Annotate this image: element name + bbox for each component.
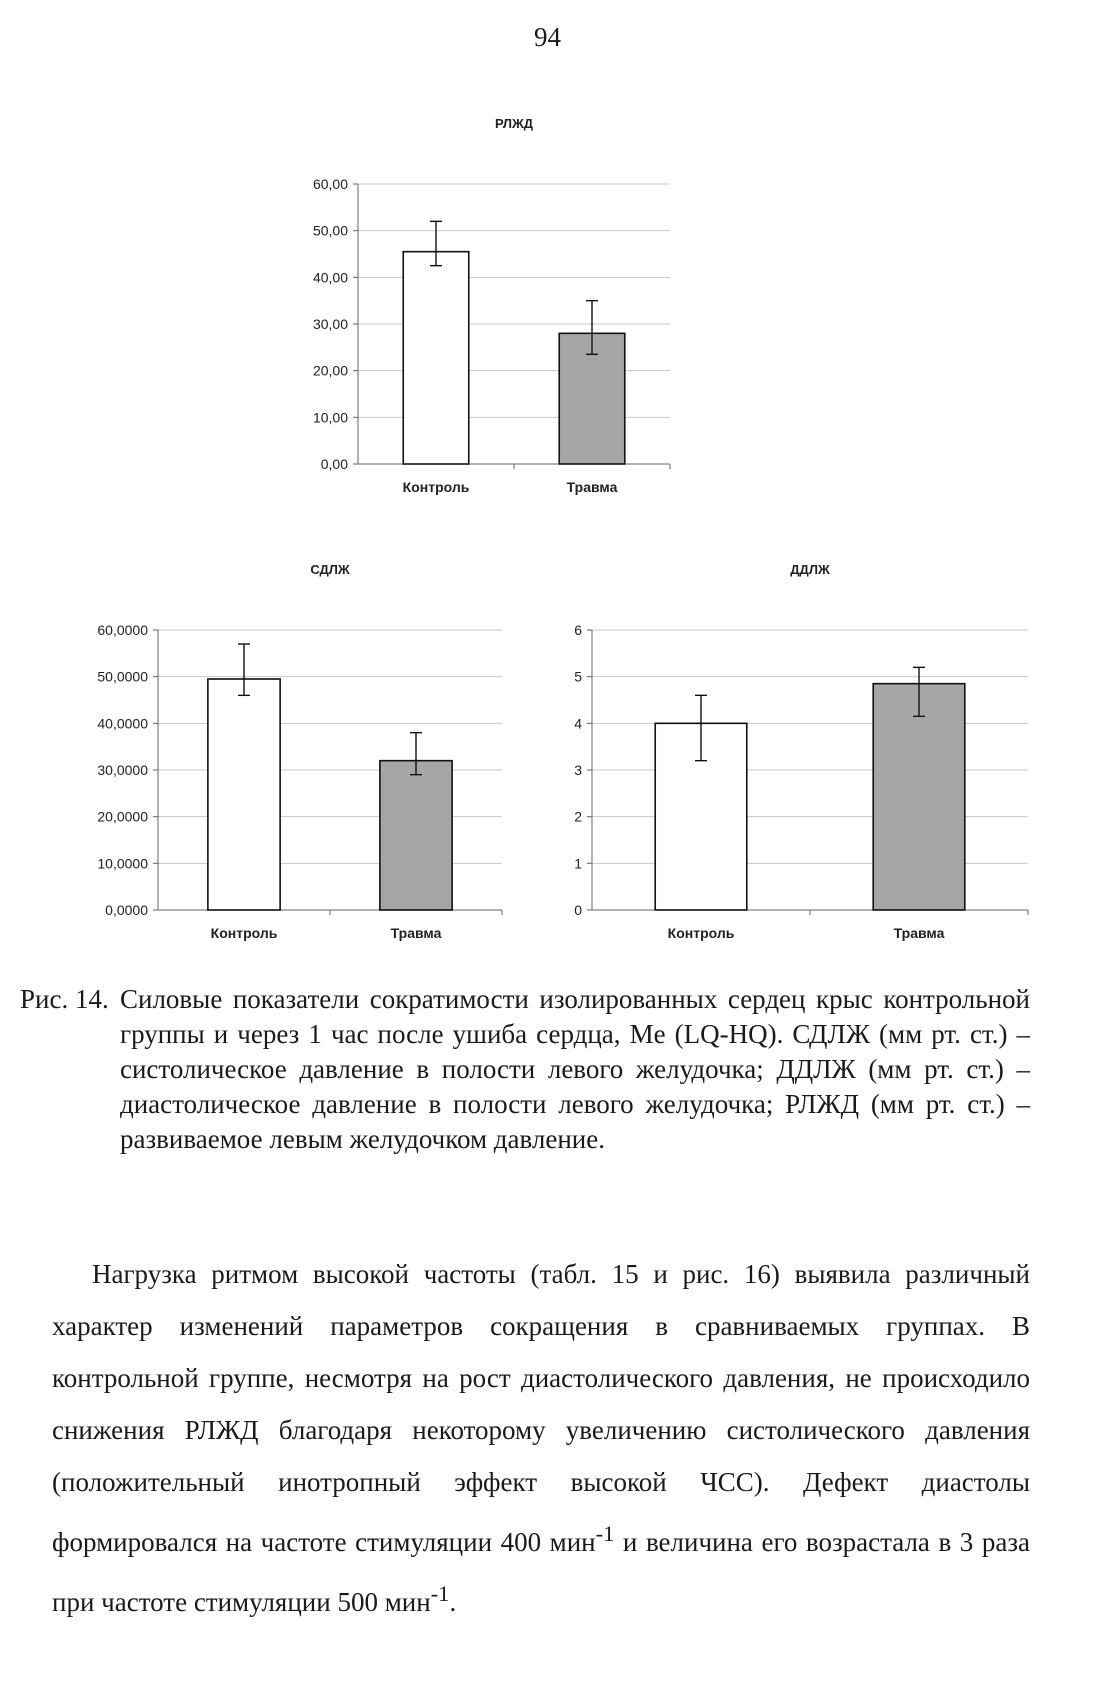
bar (403, 252, 469, 464)
x-category-label: Травма (566, 479, 618, 495)
y-tick-label: 6 (574, 622, 582, 638)
y-tick-label: 60,0000 (97, 622, 148, 638)
bar (873, 684, 965, 910)
y-tick-label: 60,00 (312, 176, 348, 192)
page-number: 94 (534, 22, 561, 52)
y-tick-label: 4 (574, 715, 582, 732)
y-tick-label: 2 (574, 808, 582, 825)
x-category-label: Контроль (402, 479, 470, 495)
y-tick-label: 3 (574, 762, 582, 778)
bar (208, 679, 280, 910)
chart-ddlzh (560, 550, 1040, 940)
figure-caption (20, 982, 1030, 1157)
y-tick-label: 10,00 (312, 409, 348, 426)
y-tick-label: 0 (574, 902, 582, 918)
y-tick-label: 0,0000 (105, 902, 148, 918)
y-tick-label: 50,00 (312, 222, 348, 239)
body-text-part2: и величина его возрастала в 3 раза при частоте стимуляции 500 мин (52, 1527, 1030, 1617)
y-tick-label: 10,0000 (97, 855, 148, 872)
x-category-label: Контроль (210, 925, 278, 941)
y-tick-label: 30,00 (312, 316, 348, 332)
superscript-2: -1 (430, 1581, 450, 1606)
x-category-label: Контроль (667, 925, 735, 941)
caption-text: Силовые показатели сократимости изолированных сердец крыс контрольной группы и через 1 час после ушиба сердца, Me (LQ-HQ). СДЛЖ (мм рт. ст.) – систолическое давление в полости левого желудочка; ДДЛЖ (мм рт. ст.) – диастолическое давление в полости левого желудочка; РЛЖД (мм рт. ст.) – развиваемое левым желудочком давление. (120, 984, 1030, 1154)
superscript-1: -1 (595, 1521, 615, 1546)
x-category-label: Травма (893, 925, 945, 941)
y-tick-label: 0,00 (320, 456, 348, 472)
y-tick-label: 1 (574, 855, 582, 872)
y-tick-label: 30,0000 (97, 762, 148, 778)
chart-sdlzh (70, 550, 530, 940)
chart-rlzhd (290, 110, 770, 500)
body-text-part3: . (449, 1587, 457, 1617)
body-text-part1: Нагрузка ритмом высокой частоты (табл. 15 и рис. 16) выявила различный характер изменений параметров сокращения в сравниваемых группах. В контрольной группе, несмотря на рост диастолического давления, не происходило снижения РЛЖД благодаря некоторому увеличению систолического давления (положительный инотропный эффект высокой ЧСС). Дефект диастолы формировался на частоте стимуляции 400 мин (52, 1259, 1030, 1557)
body-paragraph (52, 1248, 1030, 1628)
y-tick-label: 5 (574, 668, 582, 685)
chart-title: СДЛЖ (310, 562, 350, 577)
bar (380, 761, 452, 910)
caption-lead: Рис. 14. (20, 984, 109, 1014)
chart-title: ДДЛЖ (790, 562, 830, 577)
y-tick-label: 20,0000 (97, 808, 148, 825)
y-tick-label: 20,00 (312, 362, 348, 379)
x-category-label: Травма (390, 925, 442, 941)
y-tick-label: 50,0000 (97, 668, 148, 685)
chart-title: РЛЖД (495, 116, 533, 131)
y-tick-label: 40,00 (312, 269, 348, 286)
y-tick-label: 40,0000 (97, 715, 148, 732)
